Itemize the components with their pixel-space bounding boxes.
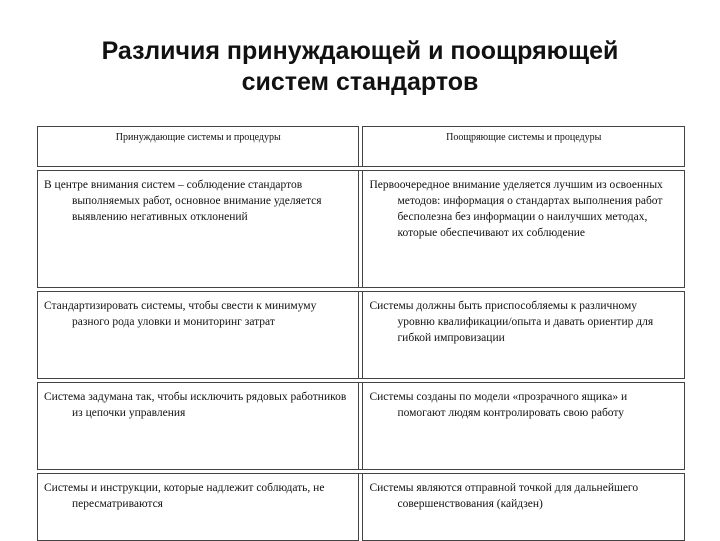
cell-left: Система задумана так, чтобы исключить рядовых работников из цепочки управления <box>38 383 359 470</box>
page-title <box>0 36 720 98</box>
table-row <box>38 292 685 379</box>
cell-right: Системы созданы по модели «прозрачного ящика» и помогают людям контролировать свою работу <box>363 383 685 470</box>
title-line-1: Различия принуждающей и поощряющей <box>101 37 619 65</box>
table-row <box>38 474 685 541</box>
header-coercive: Принуждающие системы и процедуры <box>38 127 359 167</box>
header-enabling: Поощряющие системы и процедуры <box>363 127 685 167</box>
cell-left: В центре внимания систем – соблюдение стандартов выполняемых работ, основное внимание уделяется выявлению негативных отклонений <box>38 171 359 288</box>
table-header-row <box>38 127 685 167</box>
table-row <box>38 171 685 288</box>
title-line-2: систем стандартов <box>241 68 479 96</box>
table-row <box>38 383 685 470</box>
cell-right: Системы должны быть приспособляемы к различному уровню квалификации/опыта и давать ориентир для гибкой импровизации <box>363 292 685 379</box>
cell-right: Системы являются отправной точкой для дальнейшего совершенствования (кайдзен) <box>363 474 685 541</box>
comparison-table <box>37 126 685 541</box>
cell-left: Стандартизировать системы, чтобы свести к минимуму разного рода уловки и мониторинг затрат <box>38 292 359 379</box>
cell-left: Системы и инструкции, которые надлежит соблюдать, не пересматриваются <box>38 474 359 541</box>
cell-right: Первоочередное внимание уделяется лучшим из освоенных методов: информация о стандартах выполнения работ бесполезна без информации о наилучших методах, которые обеспечивают их соблюдение <box>363 171 685 288</box>
